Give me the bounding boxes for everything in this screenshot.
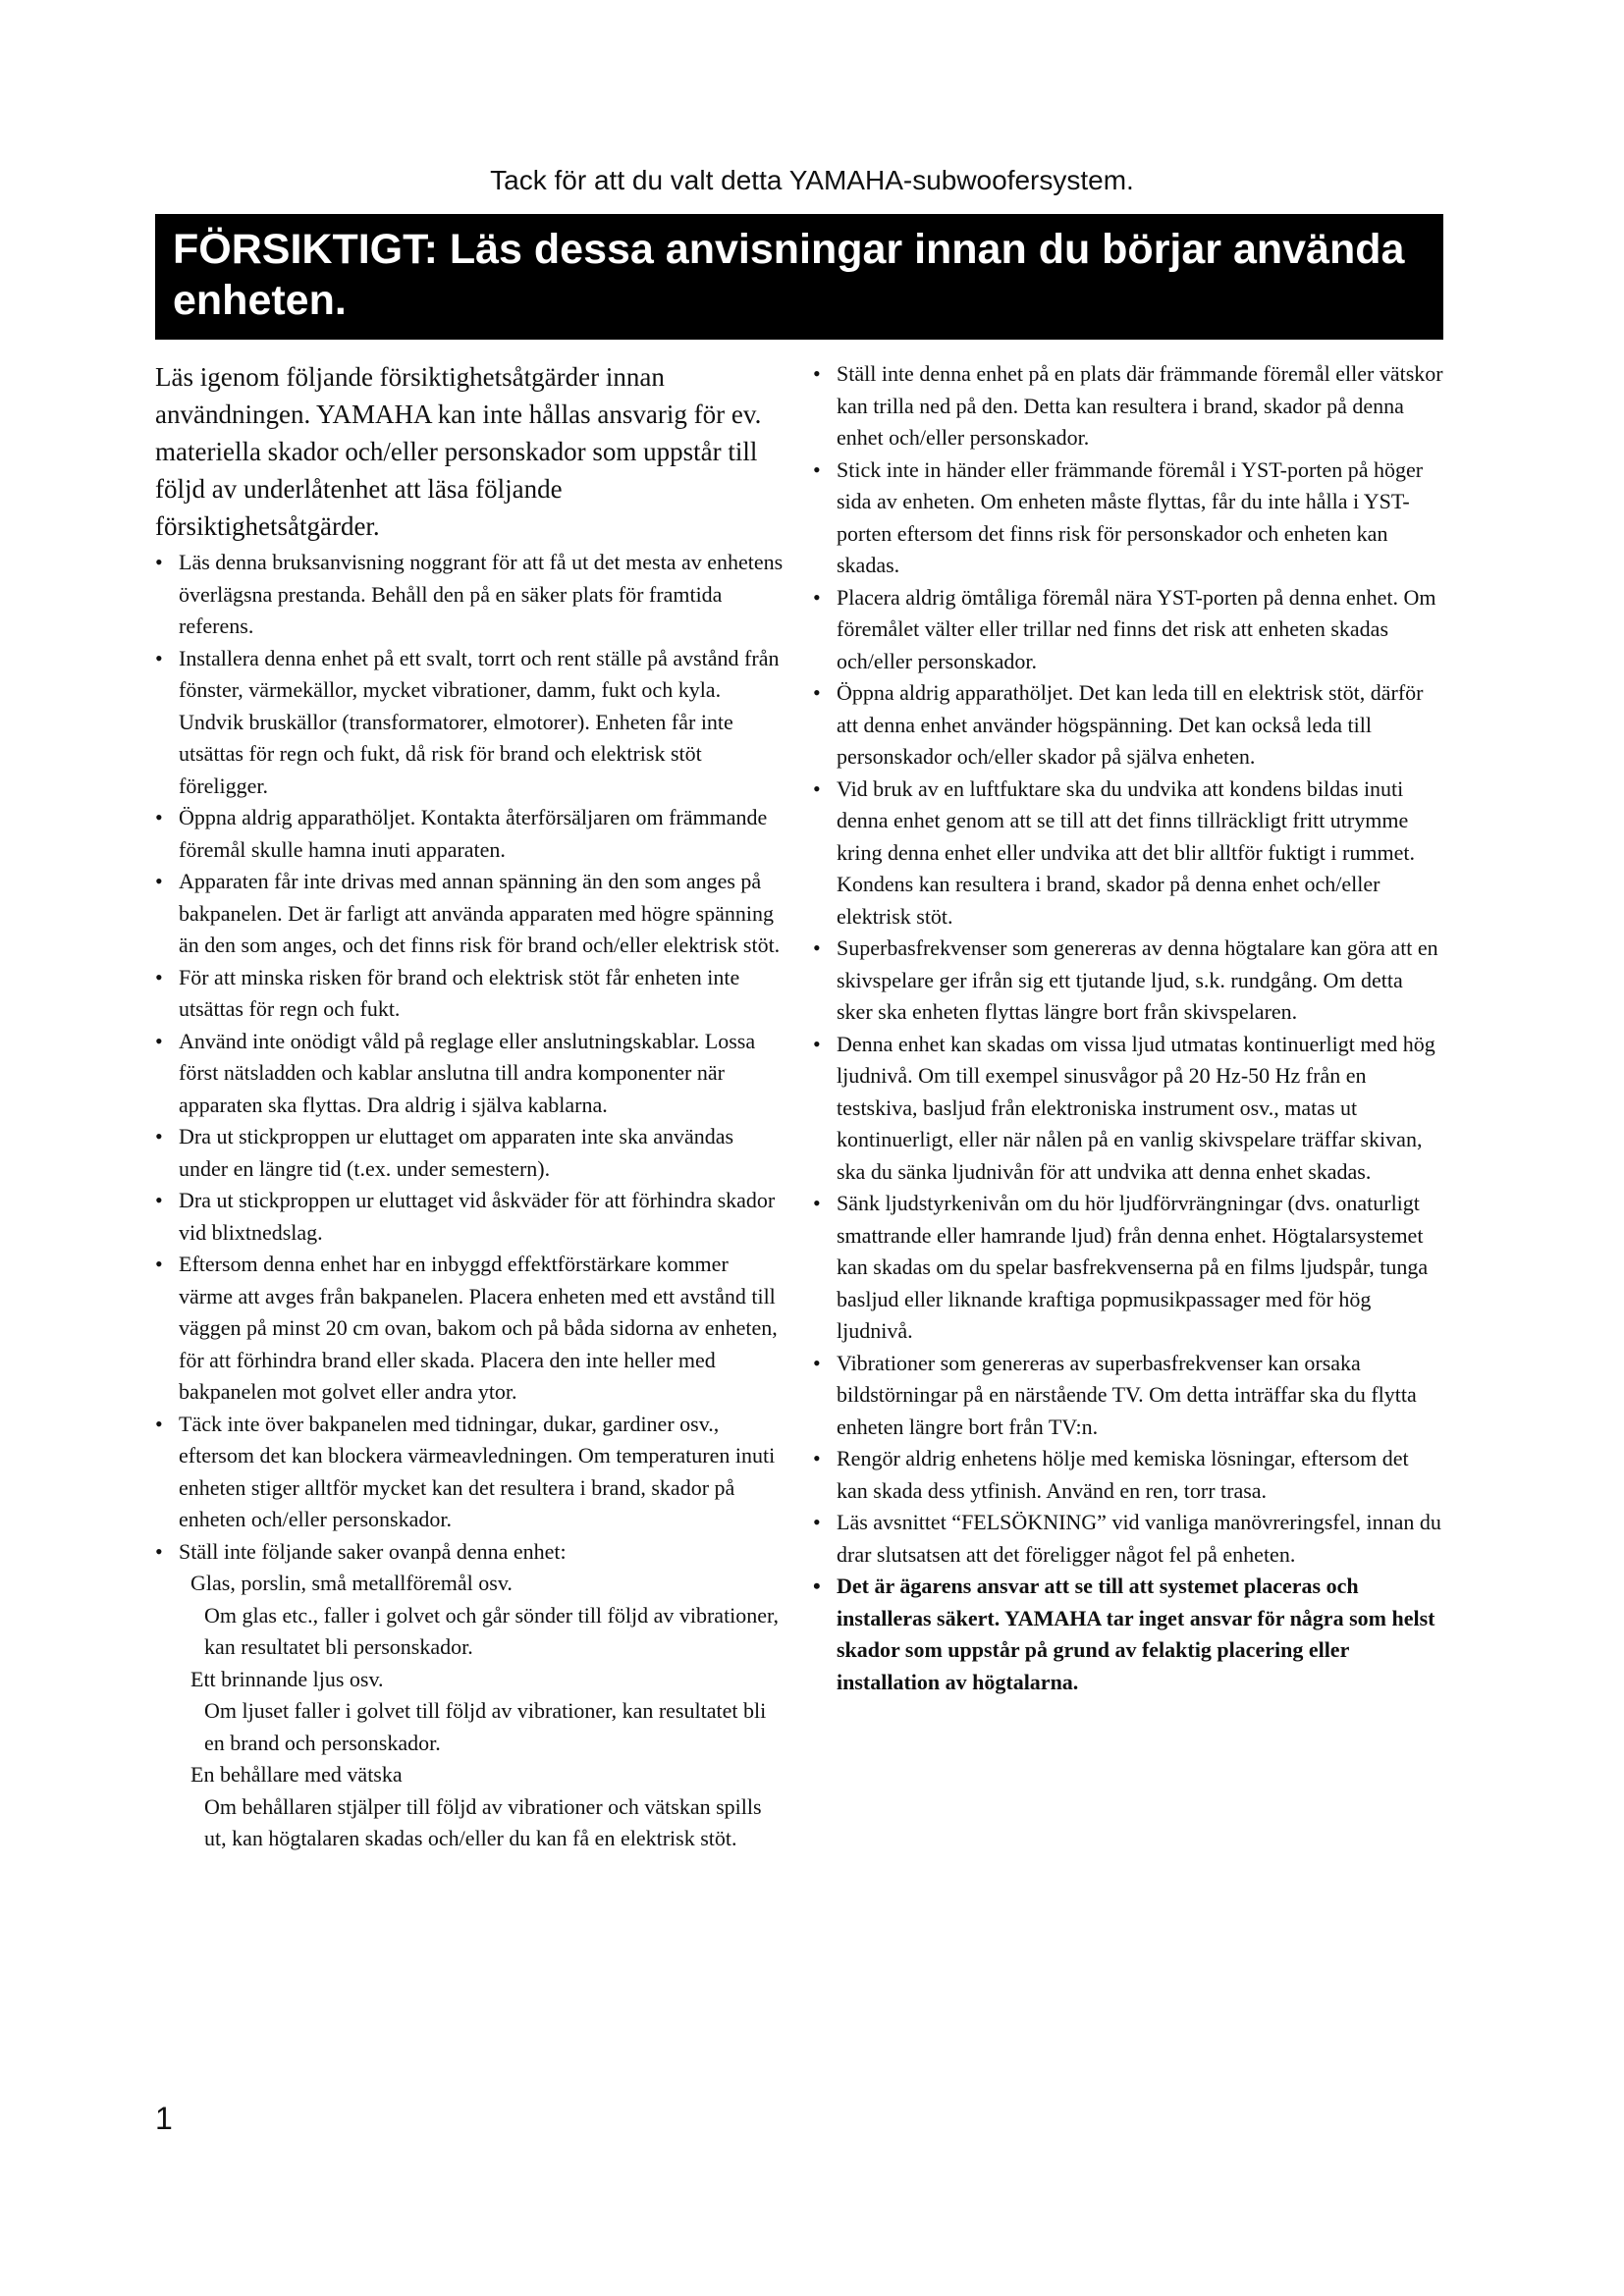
- list-item: • Läs denna bruksanvisning noggrant för att få ut det mesta av enhetens överlägsna prestanda. Behåll den på en säker plats för framtida referens.: [155, 547, 784, 643]
- list-item: • Denna enhet kan skadas om vissa ljud utmatas kontinuerligt med hög ljudnivå. Om till exempel sinusvågor på 20 Hz-50 Hz från en testskiva, basljud från elektroniska instrument osv., matas ut kontinuerligt, eller när nålen på en vanlig skivspelare träffar skivan, ska du sänka ljudnivån för att undvika att denna enhet skadas.: [813, 1029, 1443, 1189]
- sub-item-result: Om glas etc., faller i golvet och går sönder till följd av vibrationer, kan resultatet bli personskador.: [204, 1602, 779, 1659]
- list-item: • Dra ut stickproppen ur eluttaget om apparaten inte ska användas under en längre tid (t.ex. under semestern).: [155, 1121, 784, 1185]
- sub-item-object: Ett brinnande ljus osv.: [190, 1666, 384, 1691]
- left-column: [155, 358, 784, 1855]
- list-item: • Vid bruk av en luftfuktare ska du undvika att kondens bildas inuti denna enhet genom att se till att det finns tillräckligt fritt utrymme kring denna enhet eller undvika att det blir alltför fuktigt i rummet. Kondens kan resultera i brand, skador på denna enhet och/eller elektrisk stöt.: [813, 774, 1443, 934]
- list-item: • Installera denna enhet på ett svalt, torrt och rent ställe på avstånd från fönster, värmekällor, mycket vibrationer, damm, fukt och kyla. Undvik bruskällor (transformatorer, elmotorer). Enheten får inte utsättas för regn och fukt, då risk för brand och elektrisk stöt föreligger.: [155, 643, 784, 803]
- list-item: • Eftersom denna enhet har en inbyggd effektförstärkare kommer värme att avges från bakpanelen. Placera enheten med ett avstånd till väggen på minst 20 cm ovan, bakom och på båda sidorna av enheten, för att förhindra brand eller skada. Placera den inte heller med bakpanelen mot golvet eller andra ytor.: [155, 1249, 784, 1409]
- right-bullet-list: [813, 358, 1443, 1698]
- thanks-line: Tack för att du valt detta YAMAHA-subwoofersystem.: [490, 165, 1134, 195]
- sub-item-result: Om ljuset faller i golvet till följd av vibrationer, kan resultatet bli en brand och personskador.: [204, 1698, 767, 1755]
- sub-item-object: Glas, porslin, små metallföremål osv.: [190, 1571, 513, 1595]
- list-item: • Dra ut stickproppen ur eluttaget vid åskväder för att förhindra skador vid blixtnedslag.: [155, 1185, 784, 1249]
- list-item: • Sänk ljudstyrkenivån om du hör ljudförvrängningar (dvs. onaturligt smattrande eller hamrande ljud) från denna enhet. Högtalarsystemet kan skadas om du spelar basfrekvenserna på en films ljudspår, tunga basljud eller liknande kraftiga popmusikpassager med för hög ljudnivå.: [813, 1188, 1443, 1348]
- list-item: • Ställ inte denna enhet på en plats där främmande föremål eller vätskor kan trilla ned på den. Detta kan resultera i brand, skador på denna enhet och/eller personskador.: [813, 358, 1443, 454]
- sub-item-result: Om behållaren stjälper till följd av vibrationer och vätskan spills ut, kan högtalaren skadas och/eller du kan få en elektrisk stöt.: [204, 1793, 762, 1850]
- caution-banner: FÖRSIKTIGT: Läs dessa anvisningar innan du börjar använda enheten.: [155, 214, 1443, 340]
- list-item: • Rengör aldrig enhetens hölje med kemiska lösningar, eftersom det kan skada dess ytfinish. Använd en ren, torr trasa.: [813, 1443, 1443, 1507]
- list-item: • Öppna aldrig apparathöljet. Kontakta återförsäljaren om främmande föremål skulle hamna inuti apparaten.: [155, 802, 784, 866]
- list-item: • Apparaten får inte drivas med annan spänning än den som anges på bakpanelen. Det är farligt att använda apparaten med högre spänning än den som anges, och det finns risk för brand och/eller elektrisk stöt.: [155, 866, 784, 962]
- object-sublist: [179, 1568, 784, 1855]
- intro-paragraph: Läs igenom följande försiktighetsåtgärder innan användningen. YAMAHA kan inte hållas ansvarig för ev. materiella skador och/eller personskador som uppstår till följd av underlåtenhet att läsa följande försiktighetsåtgärder.: [155, 362, 762, 541]
- list-item: • För att minska risken för brand och elektrisk stöt får enheten inte utsättas för regn och fukt.: [155, 962, 784, 1026]
- list-item: • Placera aldrig ömtåliga föremål nära YST-porten på denna enhet. Om föremålet välter eller trillar ned finns det risk att enheten skadas och/eller personskador.: [813, 582, 1443, 678]
- right-column: [813, 358, 1443, 1698]
- list-item: • Använd inte onödigt våld på reglage eller anslutningskablar. Lossa först nätsladden och kablar anslutna till andra komponenter när apparaten ska flyttas. Dra aldrig i själva kablarna.: [155, 1026, 784, 1122]
- list-item: • Superbasfrekvenser som genereras av denna högtalare kan göra att en skivspelare ger ifrån sig ett tjutande ljud, s.k. rundgång. Om detta sker ska enheten flyttas längre bort från skivspelaren.: [813, 933, 1443, 1029]
- list-item-objects: [155, 1536, 784, 1855]
- left-bullet-list: [155, 547, 784, 1855]
- owner-responsibility-item: • Det är ägarens ansvar att se till att systemet placeras och installeras säkert. YAMAHA tar inget ansvar för några som helst skador som uppstår på grund av felaktig placering eller installation av högtalarna.: [813, 1571, 1443, 1698]
- list-item: • Öppna aldrig apparathöljet. Det kan leda till en elektrisk stöt, därför att denna enhet använder högspänning. Det kan också leda till personskador och/eller skador på själva enheten.: [813, 677, 1443, 774]
- page-number: 1: [155, 2101, 173, 2136]
- list-item: • Vibrationer som genereras av superbasfrekvenser kan orsaka bildstörningar på en närstående TV. Om detta inträffar ska du flytta enheten längre bort från TV:n.: [813, 1348, 1443, 1444]
- list-item-text: Ställ inte följande saker ovanpå denna enhet:: [179, 1538, 567, 1564]
- sub-item-object: En behållare med vätska: [190, 1762, 403, 1787]
- list-item: • Täck inte över bakpanelen med tidningar, dukar, gardiner osv., eftersom det kan blockera värmeavledningen. Om temperaturen inuti enheten stiger alltför mycket kan det resultera i brand, skador på enheten och/eller personskador.: [155, 1409, 784, 1536]
- list-item: • Läs avsnittet “FELSÖKNING” vid vanliga manövreringsfel, innan du drar slutsatsen att det föreligger något fel på enheten.: [813, 1507, 1443, 1571]
- list-item: • Stick inte in händer eller främmande föremål i YST-porten på höger sida av enheten. Om enheten måste flyttas, får du inte hålla i YST-porten eftersom det finns risk för personskador och enheten kan skadas.: [813, 454, 1443, 582]
